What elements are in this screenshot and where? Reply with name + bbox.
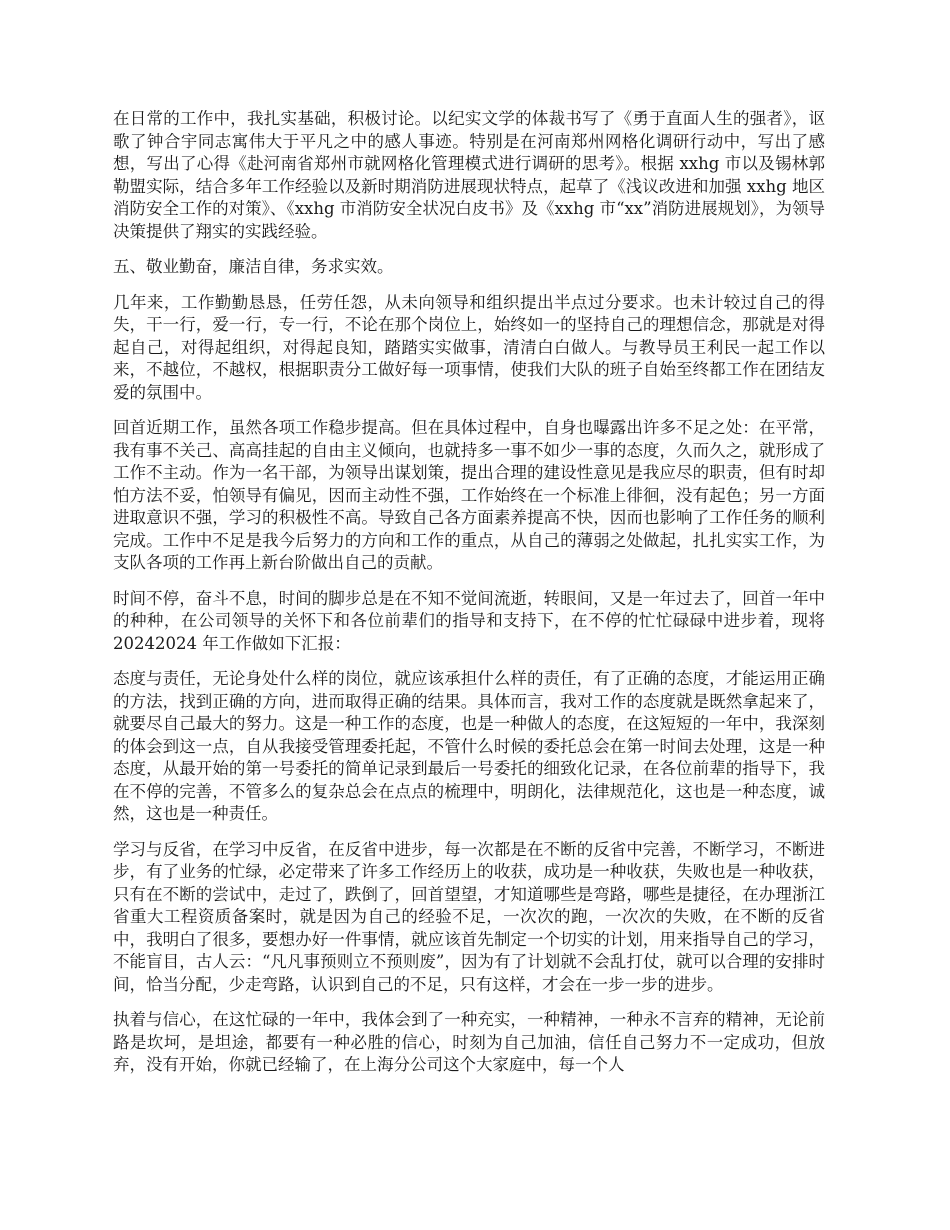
paragraph-3: 回首近期工作，虽然各项工作稳步提高。但在具体过程中，自身也曝露出许多不足之处：在平常，我有事不关己、高高挂起的自由主义倾向，也就持多一事不如少一事的态度，久而久之，就形成了工作不主动。作为一名干部，为领导出谋划策，提出合理的建设性意见是我应尽的职责，但有时却怕方法不妥，怕领导有偏见，因而主动性不强，工作始终在一个标准上徘徊，没有起色；另一方面进取意识不强，学习的积极性不高。导致自己各方面素养提高不快，因而也影响了工作任务的顺利完成。工作中不足是我今后努力的方向和工作的重点，从自己的薄弱之处做起，扎扎实实工作，为支队各项的工作再上新台阶做出自己的贡献。 [113,418,825,572]
paragraph-5: 态度与责任，无论身处什么样的岗位，就应该承担什么样的责任，有了正确的态度，才能运用正确的方法，找到正确的方向，进而取得正确的结果。具体而言，我对工作的态度就是既然拿起来了，就要尽自己最大的努力。这是一种工作的态度，也是一种做人的态度，在这短短的一年中，我深刻的体会到这一点，自从我接受管理委托起，不管什么时候的委托总会在第一时间去处理，这是一种态度，从最开始的第一号委托的简单记录到最后一号委托的细致化记录，在各位前辈的指导下，我在不停的完善，不管多么的复杂总会在点点的梳理中，明朗化，法律规范化，这也是一种态度，诚然，这也是一种责任。 [113,669,825,823]
paragraph-4: 时间不停，奋斗不息，时间的脚步总是在不知不觉间流逝，转眼间，又是一年过去了，回首一年中的种种，在公司领导的关怀下和各位前辈们的指导和支持下，在不停的忙忙碌碌中进步着，现将 20242024 年工作做如下汇报： [113,588,825,653]
paragraph-2: 几年来，工作勤勤恳恳，任劳任怨，从未向领导和组织提出半点过分要求。也未计较过自己的得失，干一行，爱一行，专一行，不论在那个岗位上，始终如一的坚持自己的理想信念，那就是对得起自己，对得起组织，对得起良知，踏踏实实做事，清清白白做人。与教导员王利民一起工作以来，不越位，不越权，根据职责分工做好每一项事情，使我们大队的班子自始至终都工作在团结友爱的氛围中。 [113,292,825,402]
section-heading-5: 五、敬业勤奋，廉洁自律，务求实效。 [113,257,394,276]
document-body [113,108,825,1090]
paragraph-6: 学习与反省，在学习中反省，在反省中进步，每一次都是在不断的反省中完善，不断学习，不断进步，有了业务的忙绿，必定带来了许多工作经历上的收获，成功是一种收获，失败也是一种收获，只有在不断的尝试中，走过了，跌倒了，回首望望，才知道哪些是弯路，哪些是捷径，在办理浙江省重大工程资质备案时，就是因为自己的经验不足，一次次的跑，一次次的失败，在不断的反省中，我明白了很多，要想办好一件事情，就应该首先制定一个切实的计划，用来指导自己的学习，不能盲目，古人云：“凡凡事预则立不预则废”，因为有了计划就不会乱打仗，就可以合理的安排时间，恰当分配，少走弯路，认识到自己的不足，只有这样，才会在一步一步的进步。 [113,839,825,994]
paragraph-1: 在日常的工作中，我扎实基础，积极讨论。以纪实文学的体裁书写了《勇于直面人生的强者》，讴歌了钟合宇同志寓伟大于平凡之中的感人事迹。特别是在河南郑州网格化调研行动中，写出了感想，写出了心得《赴河南省郑州市就网格化管理模式进行调研的思考》。根据 xxhg 市以及锡林郭勒盟实际，结合多年工作经验以及新时期消防进展现状特点，起草了《浅议改进和加强 xxhg 地区消防安全工作的对策》、《xxhg 市消防安全状况白皮书》及《xxhg 市“xx”消防进展规划》，为领导决策提供了翔实的实践经验。 [113,109,825,241]
paragraph-7: 执着与信心，在这忙碌的一年中，我体会到了一种充实，一种精神，一种永不言弃的精神，无论前路是坎坷，是坦途，都要有一种必胜的信心，时刻为自己加油，信任自己努力不一定成功，但放弃，没有开始，你就已经输了，在上海分公司这个大家庭中，每一个人 [113,1010,825,1074]
